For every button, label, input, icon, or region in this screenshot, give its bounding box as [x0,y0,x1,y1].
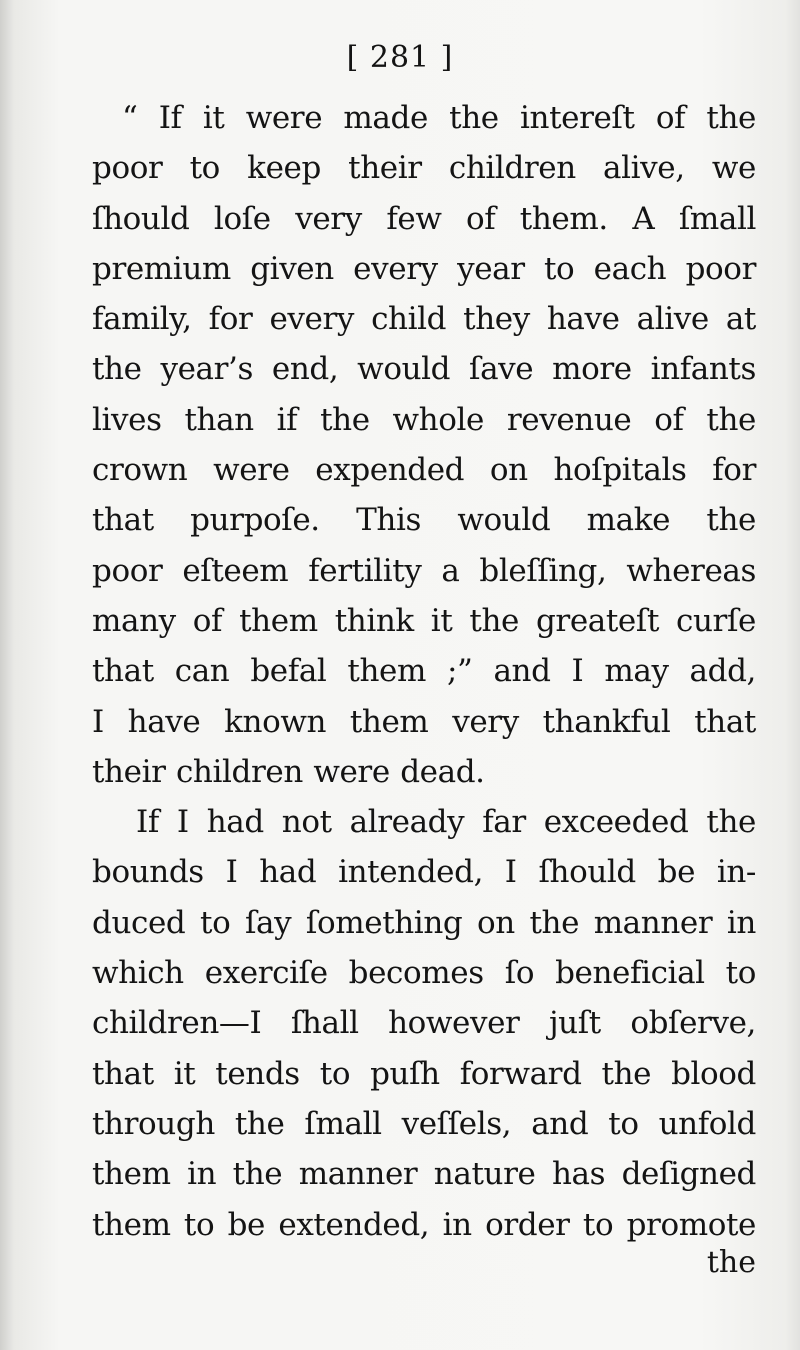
text-line: that purpoſe. This would make the [92,502,756,539]
text-line: lives than if the whole revenue of the [92,401,756,438]
text-line: bounds I had intended, I ſhould be in- [92,854,756,891]
text-line: them to be extended, in order to promote [92,1206,756,1243]
text-line: which exerciſe becomes ſo beneficial to [92,955,756,992]
catchword: the [706,1245,756,1280]
paragraph-quotation [92,93,756,797]
text-line: through the ſmall veſſels, and to unfold [92,1105,756,1142]
text-line: If I had not already far exceeded the [136,804,756,841]
text-line: the year’s end, would ſave more infants [92,351,756,388]
text-line: children—I ſhall however juſt obſerve, [92,1005,756,1042]
text-line: I have known them very thankful that [92,703,756,740]
text-line: ſhould loſe very few of them. A ſmall [92,200,756,237]
text-line: poor to keep their children alive, we [92,150,756,187]
text-line: duced to ſay ſomething on the manner in [92,904,756,941]
text-line: poor eſteem fertility a bleſſing, whereas [92,552,756,589]
body-text [92,93,756,1250]
text-line: them in the manner nature has deſigned [92,1156,756,1193]
text-line: “ If it were made the intereſt of the [122,100,756,136]
text-line: crown were expended on hoſpitals for [92,452,756,489]
text-line: family, for every child they have alive at [92,301,756,338]
text-line: premium given every year to each poor [92,250,756,287]
page-number: [ 281 ] [346,40,454,75]
text-line: many of them think it the greateſt curſe [92,602,756,639]
text-line: that can befal them ;” and I may add, [92,653,756,690]
paragraph-exercise [92,797,756,1250]
text-line: their children were dead. [92,753,485,790]
text-line: that it tends to puſh forward the blood [92,1055,756,1092]
